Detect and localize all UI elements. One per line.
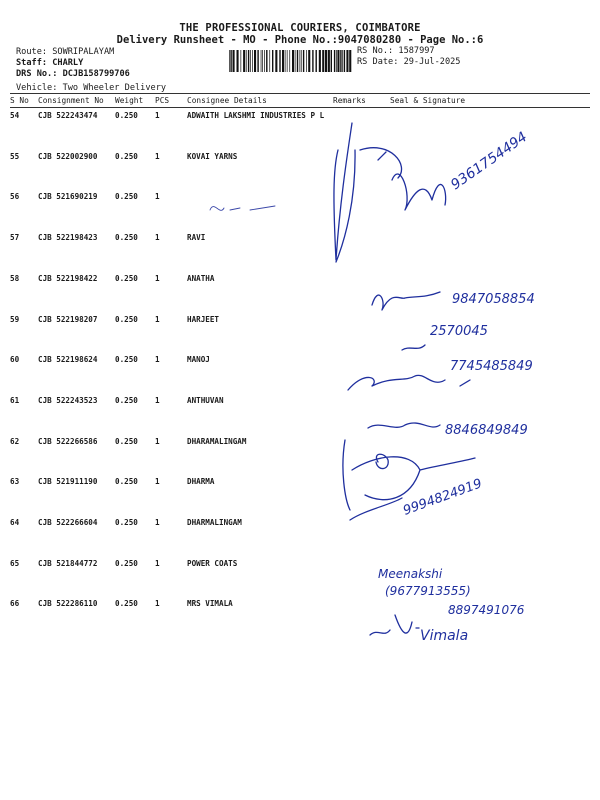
row-65-number: (9677913555) [385,584,471,598]
signature-60-short [402,345,425,350]
row-sno: 56 [10,192,20,202]
row-weight: 0.250 [115,192,138,202]
row-consignee: DHARMA [187,477,215,487]
row-pcs: 1 [155,151,160,161]
signature-66 [370,615,419,635]
row-weight: 0.250 [115,558,138,568]
col-seal-header: Seal & Signature [390,96,466,105]
col-sno-header: S No [10,96,29,105]
row-sno: 63 [10,477,20,487]
row-sno: 54 [10,111,20,120]
document-title: THE PROFESSIONAL COURIERS, COIMBATORE [179,22,421,34]
col-weight-header: Weight [115,96,144,105]
row-consignee: DHARMALINGAM [187,518,242,527]
row-sno: 58 [10,273,20,283]
row-consignee: MRS VIMALA [187,599,233,609]
row-weight: 0.250 [115,436,138,446]
row-consignee: ANATHA [187,273,215,283]
row-consignee: ADWAITH LAKSHMI INDUSTRIES P L [187,111,325,120]
col-remarks-header: Remarks [333,96,366,105]
row-weight: 0.250 [115,518,138,527]
vehicle-text: Vehicle: Two Wheeler Delivery [16,83,167,93]
signature-62 [368,423,440,428]
document-subtitle: Delivery Runsheet - MO - Phone No.:9047080280 - Page No.:6 [116,34,484,46]
table-row [10,315,590,329]
row-consignment: CJB 521690219 [38,192,98,202]
row-sno: 59 [10,314,20,324]
row-sno: 57 [10,233,20,243]
row-pcs: 1 [155,477,160,487]
row-weight: 0.250 [115,314,138,324]
row-consignee: ANTHUVAN [187,395,224,405]
row-consignment: CJB 522198207 [38,314,98,324]
row-weight: 0.250 [115,111,138,120]
row-66-name: Vimala [420,628,469,644]
route-text: Route: SOWRIPALAYAM [16,47,115,57]
row-weight: 0.250 [115,599,138,609]
row-consignee: DHARAMALINGAM [187,436,247,446]
row-consignment: CJB 522198422 [38,273,98,283]
row-pcs: 1 [155,518,160,527]
row-pcs: 1 [155,355,160,365]
table-row [10,274,590,288]
drs-text: DRS No.: DCJB158799706 [16,69,130,79]
header-top-rule [10,93,590,94]
table-row [10,396,590,410]
row-weight: 0.250 [115,151,138,161]
signature-60 [348,375,470,390]
table-row [10,111,590,125]
row-weight: 0.250 [115,395,138,405]
row-weight: 0.250 [115,273,138,283]
row-63-number: 9994824919 [401,476,485,519]
row-pcs: 1 [155,599,160,609]
row-consignment: CJB 522243523 [38,395,98,405]
row-sno: 64 [10,518,20,527]
row-sno: 61 [10,395,20,405]
row-65-name: Meenakshi [378,567,443,581]
table-row [10,437,590,451]
row-weight: 0.250 [115,477,138,487]
col-consignment-header: Consignment No [38,96,104,105]
row-consignment: CJB 522002900 [38,151,98,161]
row-consignee: POWER COATS [187,558,238,568]
row-consignment: CJB 522198423 [38,233,98,243]
table-row [10,559,590,573]
barcode-image [229,50,353,72]
header-bottom-rule [10,107,590,108]
row-58-number: 9847058854 [452,292,535,307]
row-consignee: MANOJ [187,355,210,365]
row-60-number: 7745485849 [450,359,533,374]
row-pcs: 1 [155,111,160,120]
row-consignment: CJB 521911190 [38,477,98,487]
table-row [10,192,590,206]
row-consignee: RAVI [187,233,206,243]
row-62-number: 8846849849 [445,423,528,438]
row-consignment: CJB 522198624 [38,355,98,365]
row-sno: 65 [10,558,20,568]
table-row [10,355,590,369]
rs-no-text: RS No.: 1587997 [357,46,435,56]
row-consignee: HARJEET [187,314,220,324]
meta-left [16,47,130,80]
row-weight: 0.250 [115,355,138,365]
row-sno: 66 [10,599,20,609]
table-row [10,233,590,247]
row-pcs: 1 [155,192,160,202]
row-pcs: 1 [155,558,160,568]
row-sno: 55 [10,151,20,161]
rs-date-text: RS Date: 29-Jul-2025 [357,57,461,67]
row-weight: 0.250 [115,233,138,243]
table-row [10,518,590,532]
table-row [10,152,590,166]
row-consignment: CJB 521844772 [38,558,98,568]
row-55-number: 9361754494 [448,129,531,194]
row-66-number: 8897491076 [448,603,525,617]
row-consignment: CJB 522243474 [38,111,98,120]
row-sno: 62 [10,436,20,446]
table-row [10,599,590,613]
row-consignee: KOVAI YARNS [187,151,238,161]
signature-56 [210,206,275,210]
row-pcs: 1 [155,314,160,324]
row-pcs: 1 [155,436,160,446]
col-consignee-header: Consignee Details [187,96,267,105]
row-consignment: CJB 522286110 [38,599,98,609]
signature-58 [372,292,440,310]
row-consignment: CJB 522266586 [38,436,98,446]
row-sno: 60 [10,355,20,365]
row-pcs: 1 [155,273,160,283]
col-pcs-header: PCS [155,96,170,105]
row-59-number: 2570045 [430,324,488,339]
staff-text: Staff: CHARLY [16,58,84,68]
meta-right [357,46,460,68]
row-consignment: CJB 522266604 [38,518,98,527]
table-row [10,477,590,491]
row-pcs: 1 [155,395,160,405]
row-pcs: 1 [155,233,160,243]
